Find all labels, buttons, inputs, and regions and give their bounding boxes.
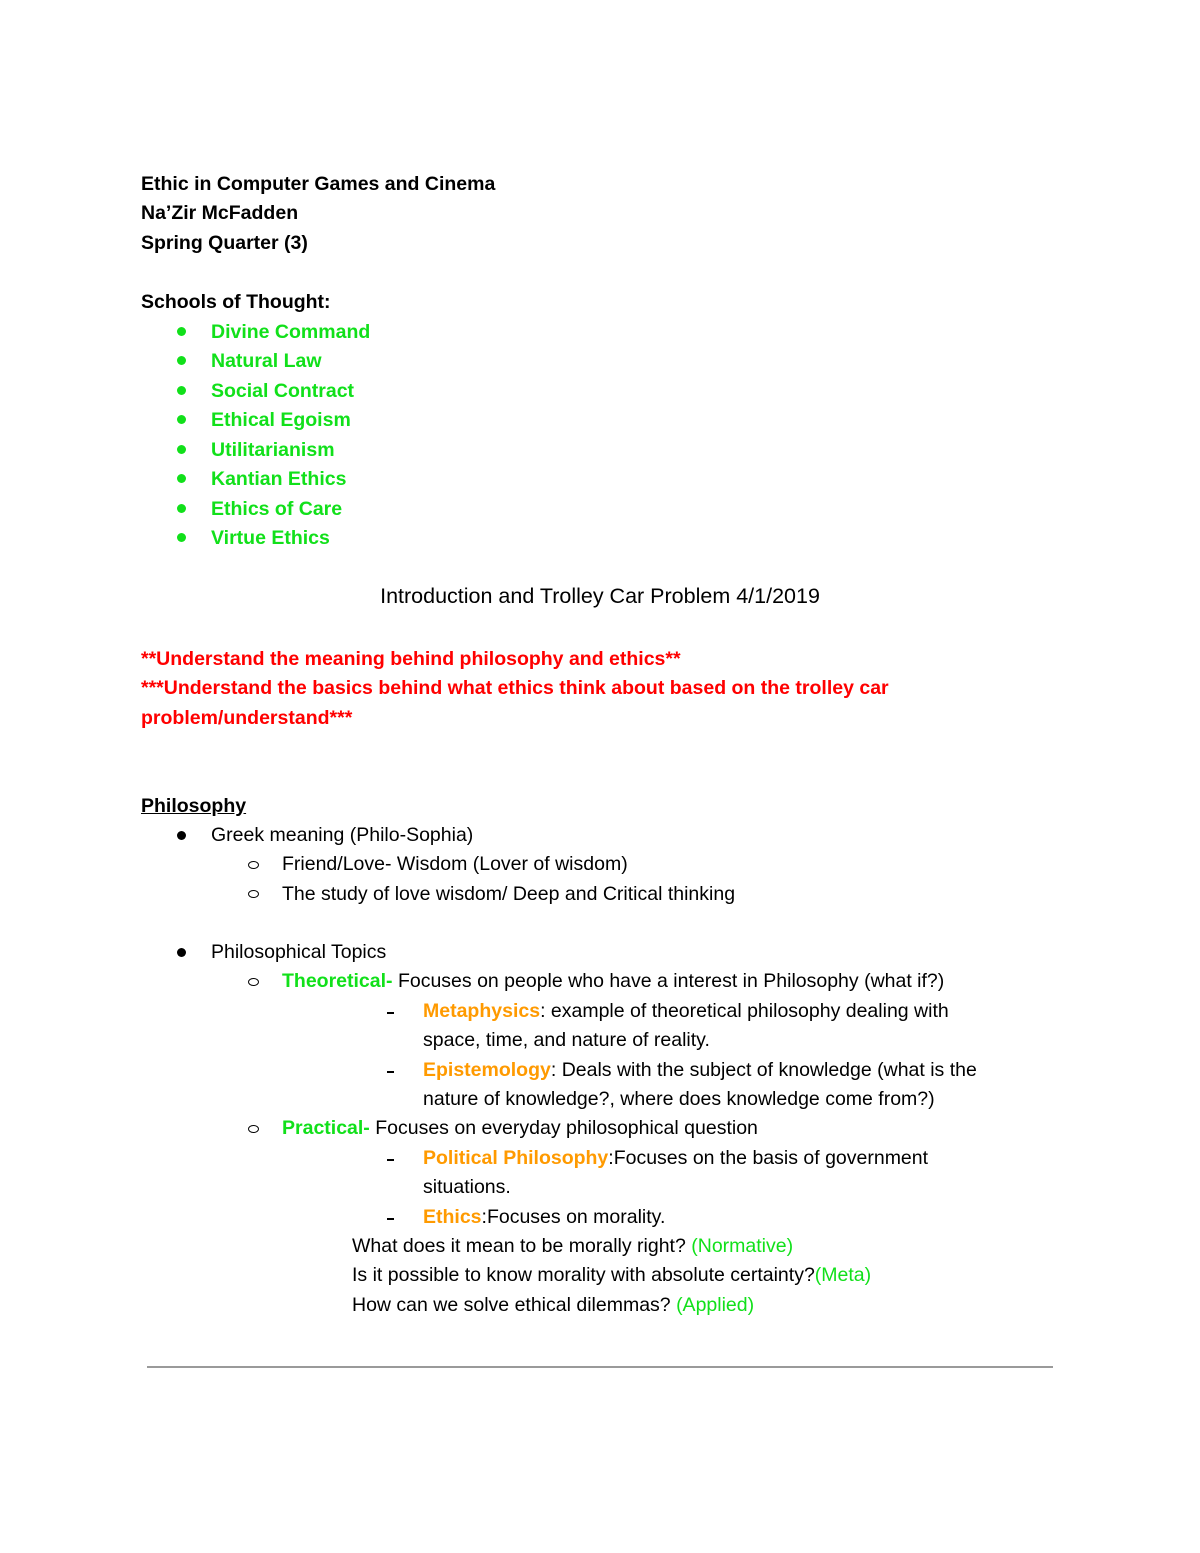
question-tag: (Meta)	[814, 1264, 872, 1286]
learning-goal-1: **Understand the meaning behind philosophy and ethics**	[141, 648, 681, 670]
metaphysics-text-cont: space, time, and nature of reality.	[423, 1029, 710, 1051]
bullet-icon	[177, 504, 186, 513]
ethics-question-normative	[352, 1234, 793, 1258]
practical-text: Focuses on everyday philosophical question	[369, 1117, 758, 1139]
bullet-icon	[177, 445, 186, 454]
political-philosophy-text: :Focuses on the basis of government	[608, 1147, 929, 1169]
ethics-text: :Focuses on morality.	[481, 1206, 666, 1228]
epistemology-term: Epistemology	[423, 1059, 551, 1081]
bullet-icon	[177, 327, 186, 336]
metaphysics-item	[423, 999, 949, 1023]
epistemology-text-cont: nature of knowledge?, where does knowledge come from?)	[423, 1088, 935, 1110]
practical-term: Practical-	[282, 1117, 370, 1139]
list-item: Utilitarianism	[211, 439, 335, 461]
ethics-question-meta	[352, 1263, 871, 1287]
list-item: Kantian Ethics	[211, 468, 347, 490]
ethics-item	[423, 1205, 665, 1229]
philosophy-heading: Philosophy	[141, 795, 247, 817]
list-item: Social Contract	[211, 380, 355, 402]
circle-bullet-icon	[248, 861, 259, 869]
bullet-icon	[177, 831, 186, 840]
bullet-icon	[177, 356, 186, 365]
question-tag: (Applied)	[676, 1294, 755, 1316]
theoretical-text: Focuses on people who have a interest in Philosophy (what if?)	[392, 970, 945, 992]
question-text: What does it mean to be morally right?	[352, 1235, 692, 1257]
list-item: Divine Command	[211, 321, 371, 343]
circle-bullet-icon	[248, 978, 259, 986]
course-title: Ethic in Computer Games and Cinema	[141, 173, 496, 195]
section-title: Introduction and Trolley Car Problem 4/1/2019	[380, 584, 820, 608]
dash-bullet-icon	[387, 1012, 394, 1014]
epistemology-item	[423, 1058, 977, 1082]
page-divider	[147, 1366, 1053, 1368]
list-item: Natural Law	[211, 350, 322, 372]
epistemology-text: : Deals with the subject of knowledge (what is the	[550, 1059, 977, 1081]
bullet-icon	[177, 533, 186, 542]
list-item: Ethics of Care	[211, 498, 343, 520]
dash-bullet-icon	[387, 1218, 394, 1220]
bullet-icon	[177, 948, 186, 957]
ethics-term: Ethics	[423, 1206, 482, 1228]
schools-heading: Schools of Thought:	[141, 291, 331, 313]
philosophical-topics: Philosophical Topics	[211, 941, 387, 963]
theoretical-item	[282, 969, 944, 993]
circle-bullet-icon	[248, 890, 259, 898]
term-label: Spring Quarter (3)	[141, 232, 308, 254]
list-item: Ethical Egoism	[211, 409, 351, 431]
bullet-icon	[177, 386, 186, 395]
learning-goal-2-line-2: problem/understand***	[141, 707, 353, 729]
political-philosophy-text-cont: situations.	[423, 1176, 511, 1198]
metaphysics-term: Metaphysics	[423, 1000, 541, 1022]
greek-sub-item: Friend/Love- Wisdom (Lover of wisdom)	[282, 853, 628, 875]
dash-bullet-icon	[387, 1159, 394, 1161]
greek-sub-item: The study of love wisdom/ Deep and Critical thinking	[282, 883, 736, 905]
question-text: How can we solve ethical dilemmas?	[352, 1294, 677, 1316]
political-philosophy-item	[423, 1146, 928, 1170]
ethics-question-applied	[352, 1293, 754, 1317]
question-tag: (Normative)	[691, 1235, 794, 1257]
greek-meaning: Greek meaning (Philo-Sophia)	[211, 824, 474, 846]
learning-goal-2-line-1: ***Understand the basics behind what ethics think about based on the trolley car	[141, 677, 889, 699]
bullet-icon	[177, 474, 186, 483]
bullet-icon	[177, 415, 186, 424]
author-name: Na’Zir McFadden	[141, 202, 299, 224]
list-item: Virtue Ethics	[211, 527, 330, 549]
question-text: Is it possible to know morality with absolute certainty?	[352, 1264, 815, 1286]
circle-bullet-icon	[248, 1125, 259, 1133]
political-philosophy-term: Political Philosophy	[423, 1147, 609, 1169]
dash-bullet-icon	[387, 1071, 394, 1073]
theoretical-term: Theoretical-	[282, 970, 393, 992]
practical-item	[282, 1116, 758, 1140]
metaphysics-text: : example of theoretical philosophy dealing with	[540, 1000, 949, 1022]
